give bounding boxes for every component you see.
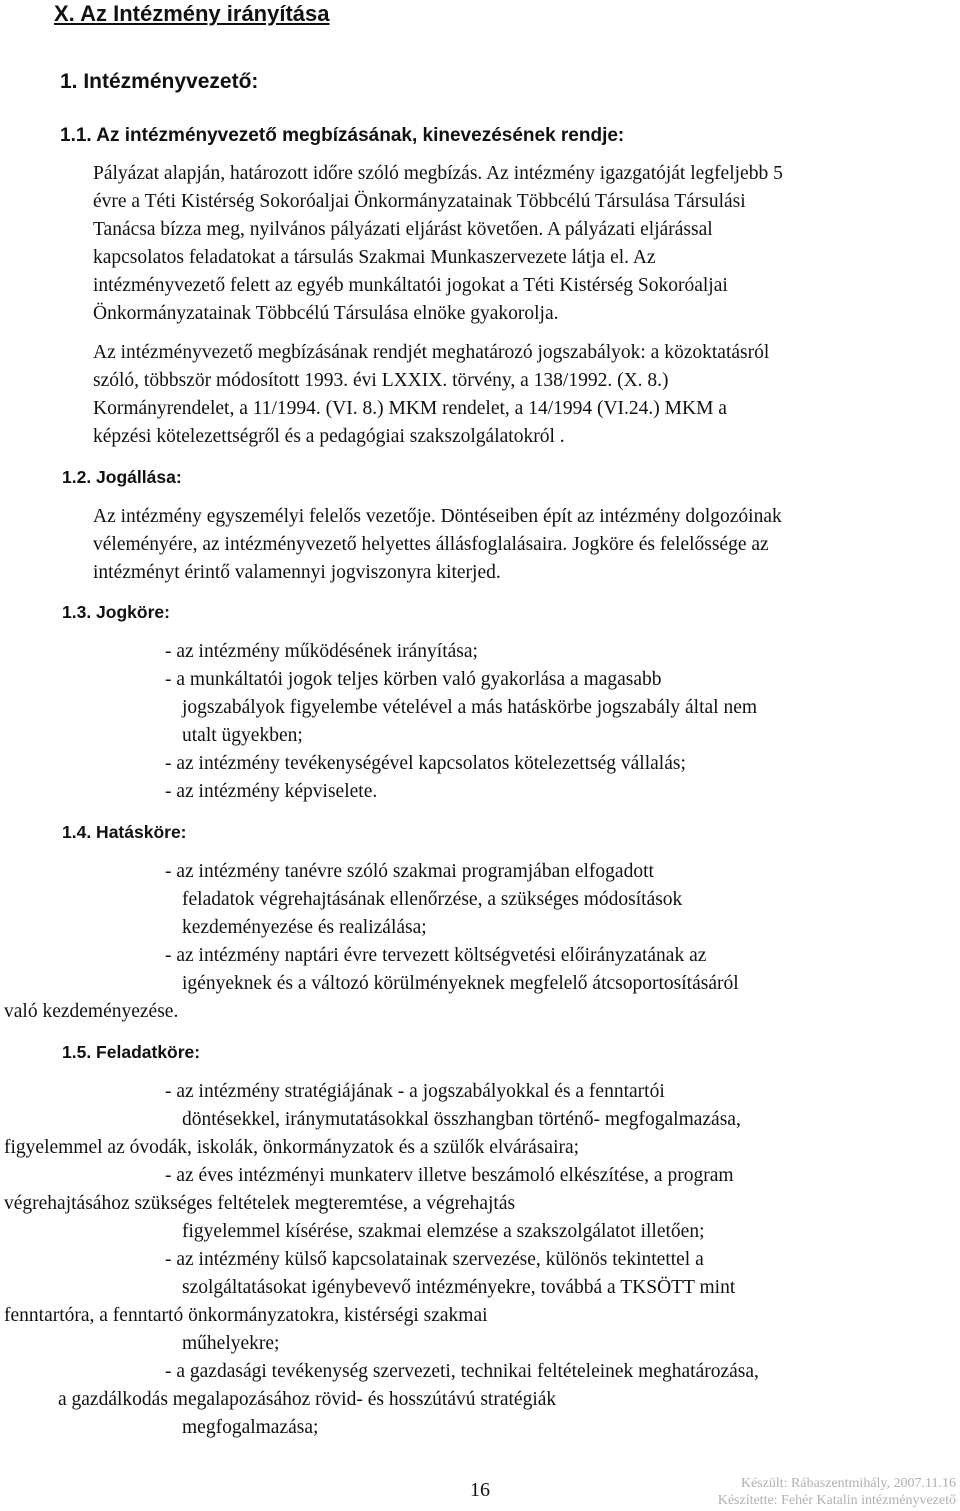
list-item-continuation: feladatok végrehajtásának ellenőrzése, a szükséges módosítások [182, 889, 683, 910]
list-item: - az intézmény működésének irányítása; [165, 641, 478, 662]
list-item: - a gazdasági tevékenység szervezeti, technikai feltételeinek meghatározása, [165, 1361, 759, 1382]
paragraph-line: Az intézményvezető megbízásának rendjét meghatározó jogszabályok: a közoktatásról [93, 342, 770, 363]
list-item: - az intézmény naptári évre tervezett költségvetési előirányzatának az [165, 945, 707, 966]
list-item-continuation: kezdeményezése és realizálása; [182, 917, 427, 938]
list-item-continuation: végrehajtásához szükséges feltételek megteremtése, a végrehajtás [4, 1193, 516, 1214]
list-item-continuation: való kezdeményezése. [4, 1001, 179, 1022]
subsection-heading: 1.2. Jogállása: [62, 467, 182, 487]
subsection-heading: 1.1. Az intézményvezető megbízásának, kinevezésének rendje: [60, 125, 625, 146]
list-item-continuation: fenntartóra, a fenntartó önkormányzatokra, kistérségi szakmai [4, 1305, 488, 1326]
list-item-continuation: figyelemmel az óvodák, iskolák, önkormányzatok és a szülők elvárásaira; [4, 1137, 580, 1158]
paragraph-line: Az intézmény egyszemélyi felelős vezetője. Döntéseiben épít az intézmény dolgozóinak [93, 506, 782, 527]
list-item: - az intézmény külső kapcsolatainak szervezése, különös tekintettel a [165, 1249, 704, 1270]
chapter-title: X. Az Intézmény irányítása [54, 1, 330, 26]
list-item-continuation: a gazdálkodás megalapozásához rövid- és hosszútávú stratégiák [58, 1389, 557, 1410]
paragraph-line: Pályázat alapján, határozott időre szóló megbízás. Az intézmény igazgatóját legfeljebb 5 [93, 163, 783, 184]
paragraph-line: képzési kötelezettségről és a pedagógiai szakszolgálatokról . [93, 426, 565, 447]
footer-created-by: Készítette: Fehér Katalin intézményvezető [717, 1493, 956, 1508]
list-item-continuation: igényeknek és a változó körülményeknek megfelelő átcsoportosításáról [182, 973, 739, 994]
paragraph-line: kapcsolatos feladatokat a társulás Szakmai Munkaszervezete látja el. Az [93, 247, 656, 268]
paragraph-line: véleményére, az intézményvezető helyettes állásfoglalásaira. Jogköre és felelőssége az [93, 534, 769, 555]
paragraph-line: intézményt érintő valamennyi jogviszonyra kiterjed. [93, 562, 501, 583]
paragraph-line: évre a Téti Kistérség Sokoróaljai Önkormányzatainak Többcélú Társulása Társulási [93, 191, 746, 212]
list-item: - az intézmény képviselete. [165, 781, 378, 802]
list-item: - az intézmény tanévre szóló szakmai programjában elfogadott [165, 861, 654, 882]
list-item-continuation: műhelyekre; [182, 1333, 280, 1354]
section-heading: 1. Intézményvezető: [60, 70, 259, 93]
subsection-heading: 1.5. Feladatköre: [62, 1042, 201, 1062]
list-item-continuation: szolgáltatásokat igénybevevő intézményekre, továbbá a TKSÖTT mint [182, 1277, 736, 1298]
paragraph-line: szóló, többször módosított 1993. évi LXXIX. törvény, a 138/1992. (X. 8.) [93, 370, 669, 391]
list-item-continuation: döntésekkel, iránymutatásokkal összhangban történő- megfogalmazása, [182, 1109, 741, 1130]
page-number: 16 [470, 1479, 490, 1501]
list-item-continuation: jogszabályok figyelembe vételével a más hatáskörbe jogszabály által nem [182, 697, 758, 718]
list-item: - az éves intézményi munkaterv illetve beszámoló elkészítése, a program [165, 1165, 734, 1186]
subsection-heading: 1.4. Hatásköre: [62, 822, 187, 842]
subsection-heading: 1.3. Jogköre: [62, 602, 170, 622]
paragraph-line: Önkormányzatainak Többcélú Társulása elnöke gyakorolja. [93, 303, 559, 324]
list-item-continuation: figyelemmel kísérése, szakmai elemzése a szakszolgálatot illetően; [182, 1221, 705, 1242]
footer-created-at: Készült: Rábaszentmihály, 2007.11.16 [740, 1476, 956, 1491]
list-item: - az intézmény stratégiájának - a jogszabályokkal és a fenntartói [165, 1081, 665, 1102]
list-item-continuation: megfogalmazása; [182, 1417, 319, 1438]
paragraph-line: Kormányrendelet, a 11/1994. (VI. 8.) MKM rendelet, a 14/1994 (VI.24.) MKM a [93, 398, 727, 419]
list-item: - a munkáltatói jogok teljes körben való gyakorlása a magasabb [165, 669, 662, 690]
paragraph-line: Tanácsa bízza meg, nyilvános pályázati eljárást követően. A pályázati eljárással [93, 219, 713, 240]
paragraph-line: intézményvezető felett az egyéb munkáltatói jogokat a Téti Kistérség Sokoróaljai [93, 275, 728, 296]
list-item-continuation: utalt ügyekben; [182, 725, 303, 746]
list-item: - az intézmény tevékenységével kapcsolatos kötelezettség vállalás; [165, 753, 686, 774]
